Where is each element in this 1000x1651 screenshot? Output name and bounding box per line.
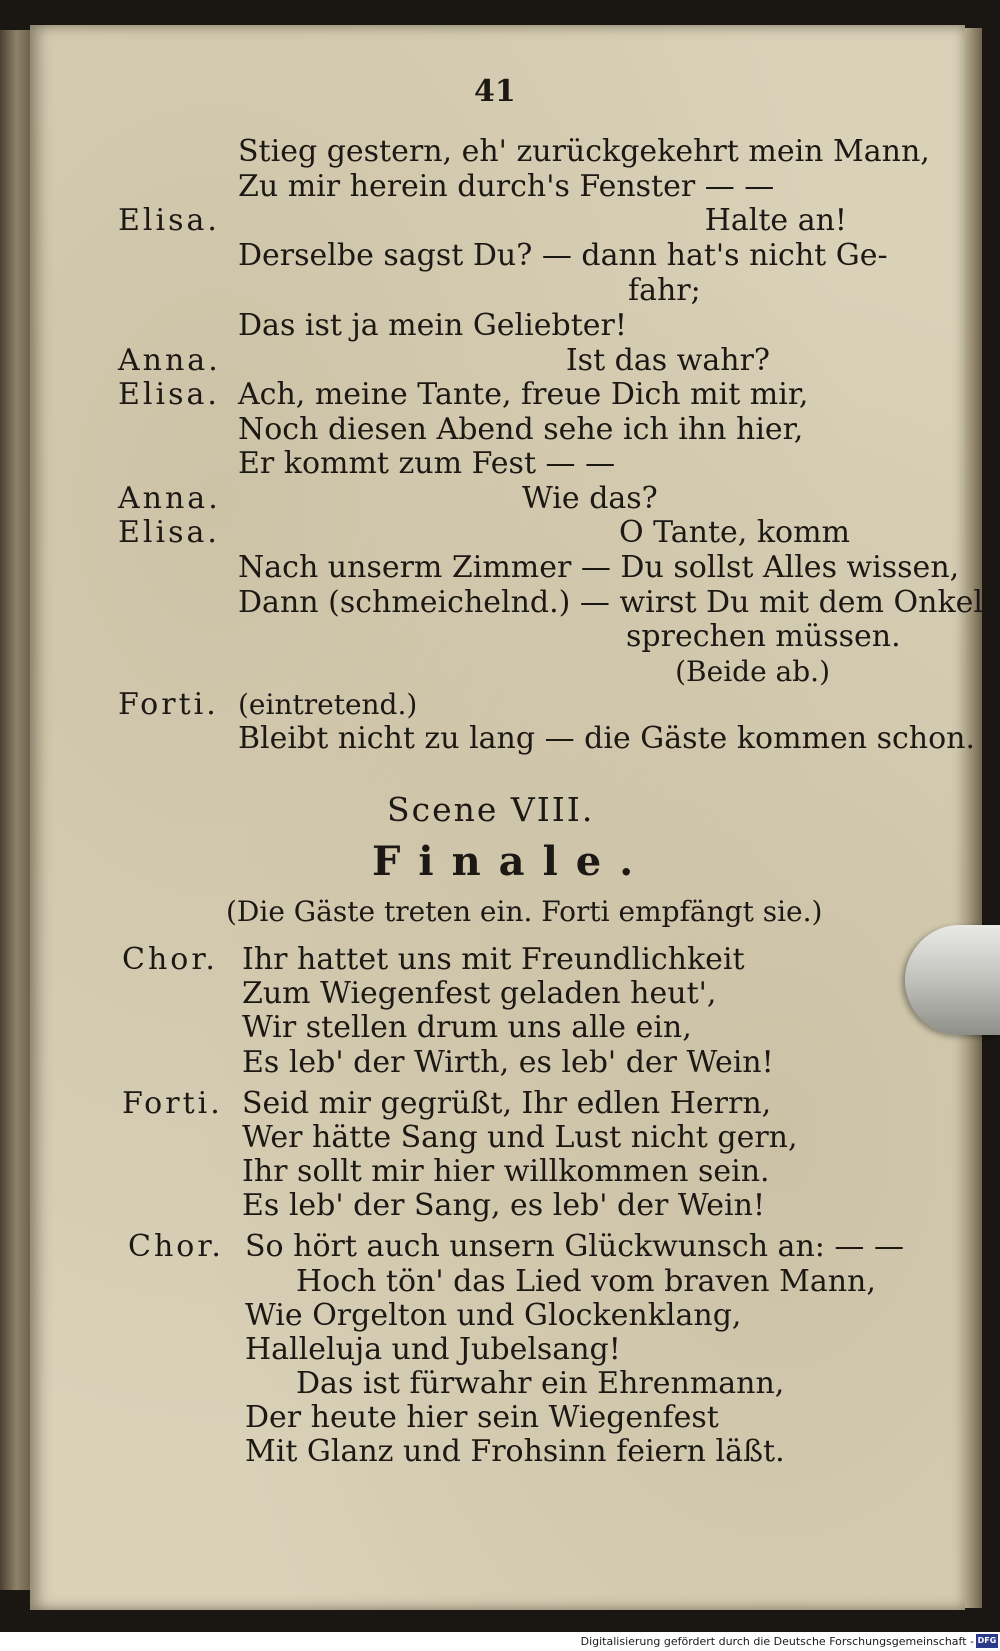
verse-line: Seid mir gegrüßt, Ihr edlen Herrn, (242, 1086, 772, 1121)
speaker-label: Forti. (122, 1086, 223, 1121)
scene-heading: Scene VIII. (387, 790, 595, 829)
verse-line: Wie Orgelton und Glockenklang, (245, 1298, 742, 1333)
verse-line: Ihr sollt mir hier willkommen sein. (242, 1154, 770, 1189)
verse-line: Das ist fürwahr ein Ehrenmann, (296, 1366, 785, 1401)
verse-line: Ach, meine Tante, freue Dich mit mir, (238, 377, 809, 412)
verse-line: Es leb' der Wirth, es leb' der Wein! (242, 1045, 774, 1080)
verse-line: Noch diesen Abend sehe ich ihn hier, (238, 412, 804, 447)
verse-line: Das ist ja mein Geliebter! (238, 308, 627, 343)
verse-line: Wie das? (522, 481, 658, 516)
footer-bar (0, 1632, 1000, 1651)
verse-line: Der heute hier sein Wiegenfest (245, 1400, 719, 1435)
verse-line: Es leb' der Sang, es leb' der Wein! (242, 1188, 766, 1223)
verse-line: Nach unserm Zimmer — Du sollst Alles wissen, (238, 550, 960, 585)
verse-line: O Tante, komm (618, 515, 850, 550)
speaker-label: Anna. (118, 343, 221, 378)
speaker-label: Forti. (118, 687, 219, 722)
page-number: 41 (474, 74, 516, 109)
left-page-edge (0, 30, 30, 1590)
speaker-label: Anna. (118, 481, 221, 516)
verse-line: Zum Wiegenfest geladen heut', (242, 976, 717, 1011)
book-page (30, 25, 983, 1610)
stage-direction: (Die Gäste treten ein. Forti empfängt sie.) (226, 895, 823, 928)
dfg-logo: DFG (976, 1634, 998, 1648)
verse-line: Mit Glanz und Frohsinn feiern läßt. (245, 1434, 785, 1469)
verse-line: fahr; (628, 273, 701, 308)
stage-direction: (eintretend.) (238, 688, 418, 721)
verse-line: Stieg gestern, eh' zurückgekehrt mein Mann, (238, 134, 930, 169)
speaker-label: Elisa. (118, 377, 220, 412)
verse-line: Dann (schmeichelnd.) — wirst Du mit dem Onkel (238, 585, 983, 620)
verse-line: So hört auch unsern Glückwunsch an: — — (245, 1229, 904, 1264)
verse-line: Hoch tön' das Lied vom braven Mann, (296, 1264, 876, 1299)
finale-heading: Finale. (372, 838, 652, 885)
verse-line: Ihr hattet uns mit Freundlichkeit (242, 942, 745, 977)
speaker-label: Elisa. (118, 515, 220, 550)
verse-line: Er kommt zum Fest — — (238, 446, 616, 481)
footer-credit: Digitalisierung gefördert durch die Deutsche Forschungsgemeinschaft - (580, 1635, 974, 1648)
verse-line: Derselbe sagst Du? — dann hat's nicht Ge- (238, 238, 888, 273)
verse-line: Halleluja und Jubelsang! (245, 1332, 621, 1367)
stage-direction: (Beide ab.) (675, 655, 830, 688)
verse-line: Wer hätte Sang und Lust nicht gern, (242, 1120, 798, 1155)
speaker-label: Elisa. (118, 203, 220, 238)
verse-line: Bleibt nicht zu lang — die Gäste kommen schon. (238, 721, 976, 756)
speaker-label: Chor. (128, 1229, 224, 1264)
verse-line: Wir stellen drum uns alle ein, (242, 1010, 692, 1045)
verse-line: Ist das wahr? (565, 343, 770, 378)
verse-line: sprechen müssen. (626, 619, 901, 654)
speaker-label: Chor. (122, 942, 218, 977)
verse-line: Halte an! (704, 203, 847, 238)
verse-line: Zu mir herein durch's Fenster — — (238, 169, 775, 204)
